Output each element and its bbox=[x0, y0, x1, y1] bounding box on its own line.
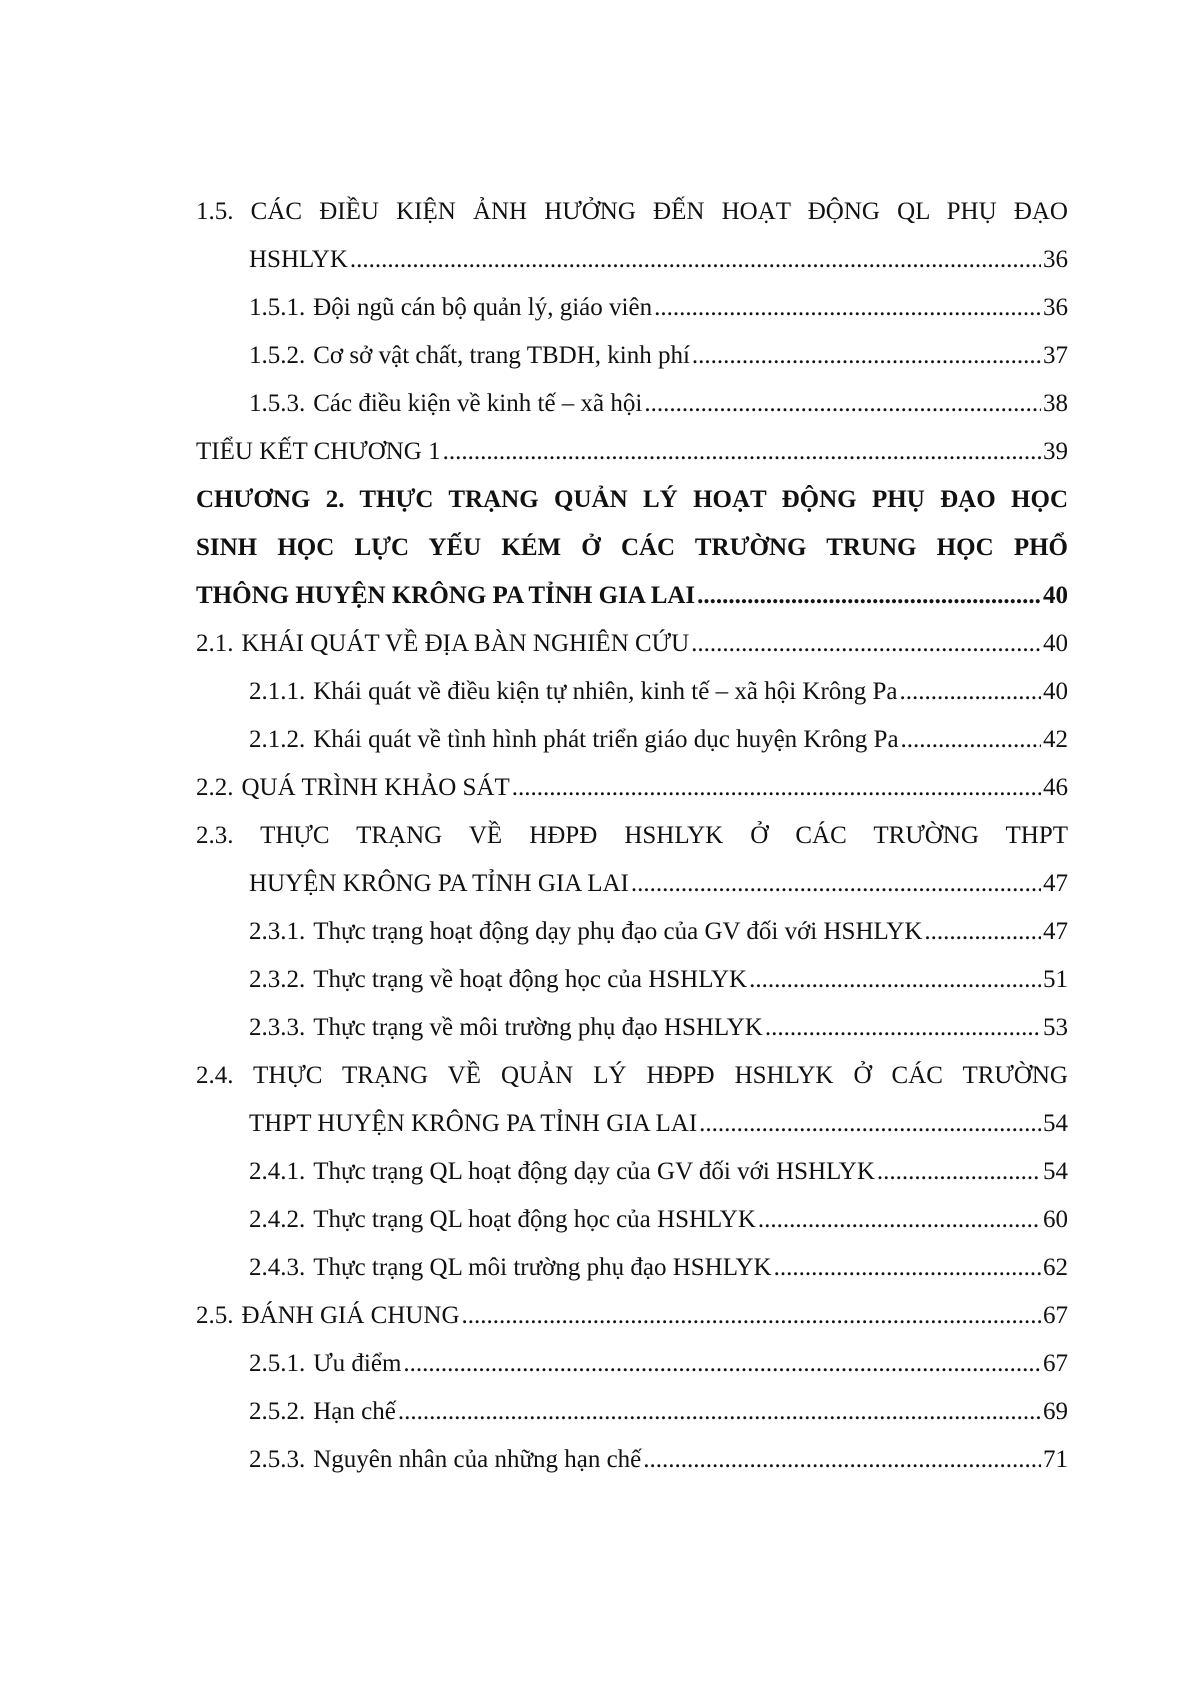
toc-section-number: 1.5.3. bbox=[249, 390, 306, 417]
toc-entry-1-5[interactable] bbox=[196, 236, 1068, 284]
toc-leader-dots bbox=[443, 428, 1041, 476]
toc-leader-dots bbox=[901, 716, 1041, 764]
toc-entry-2-5[interactable] bbox=[196, 1292, 1068, 1340]
toc-section-number: 2.3.2. bbox=[249, 966, 306, 993]
toc-leader-dots bbox=[462, 1292, 1041, 1340]
toc-section-title: Thực trạng QL hoạt động dạy của GV đối với HSHLYK bbox=[313, 1158, 875, 1185]
toc-section-title: ĐÁNH GIÁ CHUNG bbox=[241, 1302, 460, 1329]
toc-leader-dots bbox=[765, 1004, 1041, 1052]
toc-section-title: Khái quát về tình hình phát triển giáo dục huyện Krông Pa bbox=[313, 726, 899, 753]
toc-page-number: 40 bbox=[1043, 582, 1068, 609]
toc-section-number: 2.4.1. bbox=[249, 1158, 306, 1185]
toc-section-title: QUÁ TRÌNH KHẢO SÁT bbox=[241, 774, 510, 801]
toc-section-title: Khái quát về điều kiện tự nhiên, kinh tế – xã hội Krông Pa bbox=[313, 678, 898, 705]
toc-section-number: 2.3.1. bbox=[249, 918, 306, 945]
toc-entry-2-4-2[interactable] bbox=[196, 1196, 1068, 1244]
toc-entry-2-4[interactable] bbox=[196, 1100, 1068, 1148]
toc-page-number: 54 bbox=[1043, 1158, 1068, 1185]
toc-leader-dots bbox=[644, 380, 1041, 428]
toc-page-number: 47 bbox=[1043, 870, 1068, 897]
toc-page-number: 54 bbox=[1043, 1110, 1068, 1137]
toc-entry-chapter-2[interactable] bbox=[196, 572, 1068, 620]
toc-page-number: 36 bbox=[1043, 294, 1068, 321]
toc-leader-dots bbox=[699, 1100, 1041, 1148]
toc-entry-2-1[interactable] bbox=[196, 620, 1068, 668]
toc-leader-dots bbox=[924, 908, 1041, 956]
toc-section-title: Cơ sở vật chất, trang TBDH, kinh phí bbox=[313, 342, 690, 369]
toc-entry-1-5-2[interactable] bbox=[196, 332, 1068, 380]
toc-section-title: Thực trạng về hoạt động học của HSHLYK bbox=[313, 966, 748, 993]
toc-page-number: 37 bbox=[1043, 342, 1068, 369]
toc-heading-1-5-line2: HSHLYK bbox=[249, 246, 348, 273]
toc-chapter-2-line3: THÔNG HUYỆN KRÔNG PA TỈNH GIA LAI bbox=[196, 582, 696, 609]
toc-leader-dots bbox=[877, 1148, 1041, 1196]
toc-leader-dots bbox=[643, 1436, 1041, 1484]
toc-leader-dots bbox=[774, 1244, 1041, 1292]
toc-leader-dots bbox=[654, 284, 1041, 332]
toc-chapter-2-line1: CHƯƠNG 2. THỰC TRẠNG QUẢN LÝ HOẠT ĐỘNG PHỤ ĐẠO HỌC bbox=[196, 486, 1068, 513]
toc-leader-dots bbox=[900, 668, 1041, 716]
toc-entry-2-1-1[interactable] bbox=[196, 668, 1068, 716]
toc-section-title: Ưu điểm bbox=[313, 1350, 402, 1377]
toc-section-number: 2.3.3. bbox=[249, 1014, 306, 1041]
toc-leader-dots bbox=[398, 1388, 1041, 1436]
toc-heading-2-3-line1: 2.3. THỰC TRẠNG VỀ HĐPĐ HSHLYK Ở CÁC TRƯỜNG THPT bbox=[196, 822, 1068, 849]
toc-entry-2-1-2[interactable] bbox=[196, 716, 1068, 764]
toc-section-title: Thực trạng về môi trường phụ đạo HSHLYK bbox=[313, 1014, 763, 1041]
toc-entry-2-3-1[interactable] bbox=[196, 908, 1068, 956]
toc-page-number: 53 bbox=[1043, 1014, 1068, 1041]
toc-section-number: 2.5.2. bbox=[249, 1398, 306, 1425]
toc-entry-2-4-3[interactable] bbox=[196, 1244, 1068, 1292]
toc-section-number: 2.1.2. bbox=[249, 726, 306, 753]
toc-page-number: 60 bbox=[1043, 1206, 1068, 1233]
toc-page-number: 39 bbox=[1043, 438, 1068, 465]
toc-heading-2-4-line2: THPT HUYỆN KRÔNG PA TỈNH GIA LAI bbox=[249, 1110, 698, 1137]
toc-section-title: Hạn chế bbox=[313, 1398, 396, 1425]
toc-page-number: 42 bbox=[1043, 726, 1068, 753]
toc-section-number: 1.5.2. bbox=[249, 342, 306, 369]
toc-page-number: 47 bbox=[1043, 918, 1068, 945]
toc-section-title: Các điều kiện về kinh tế – xã hội bbox=[313, 390, 643, 417]
toc-page-number: 62 bbox=[1043, 1254, 1068, 1281]
toc-chapter-2-line2: SINH HỌC LỰC YẾU KÉM Ở CÁC TRƯỜNG TRUNG HỌC PHỔ bbox=[196, 534, 1068, 561]
toc-page-number: 40 bbox=[1043, 630, 1068, 657]
toc-page-number: 40 bbox=[1043, 678, 1068, 705]
toc-heading-2-3-line2: HUYỆN KRÔNG PA TỈNH GIA LAI bbox=[249, 870, 629, 897]
toc-leader-dots bbox=[403, 1340, 1041, 1388]
toc-section-number: 2.1. bbox=[196, 630, 234, 657]
toc-page-number: 69 bbox=[1043, 1398, 1068, 1425]
toc-entry-2-3[interactable] bbox=[196, 860, 1068, 908]
toc-heading-1-5-line1: 1.5. CÁC ĐIỀU KIỆN ẢNH HƯỞNG ĐẾN HOẠT ĐỘNG QL PHỤ ĐẠO bbox=[196, 198, 1068, 225]
toc-section-title: Đội ngũ cán bộ quản lý, giáo viên bbox=[313, 294, 653, 321]
toc-leader-dots bbox=[512, 764, 1041, 812]
toc-page-number: 67 bbox=[1043, 1302, 1068, 1329]
toc-section-title: KHÁI QUÁT VỀ ĐỊA BÀN NGHIÊN CỨU bbox=[241, 630, 690, 657]
toc-page-number: 38 bbox=[1043, 390, 1068, 417]
toc-section-title: Thực trạng QL môi trường phụ đạo HSHLYK bbox=[313, 1254, 772, 1281]
toc-section-number: 2.4.3. bbox=[249, 1254, 306, 1281]
toc-page-number: 51 bbox=[1043, 966, 1068, 993]
toc-section-title: Thực trạng hoạt động dạy phụ đạo của GV đối với HSHLYK bbox=[313, 918, 923, 945]
toc-heading-2-4-line1: 2.4. THỰC TRẠNG VỀ QUẢN LÝ HĐPĐ HSHLYK Ở CÁC TRƯỜNG bbox=[196, 1062, 1068, 1089]
toc-page-number: 46 bbox=[1043, 774, 1068, 801]
toc-leader-dots bbox=[691, 620, 1041, 668]
table-of-contents bbox=[196, 188, 1068, 1484]
toc-section-number: 1.5.1. bbox=[249, 294, 306, 321]
toc-entry-2-5-1[interactable] bbox=[196, 1340, 1068, 1388]
toc-entry-2-3-2[interactable] bbox=[196, 956, 1068, 1004]
toc-section-number: 2.5.3. bbox=[249, 1446, 306, 1473]
toc-entry-2-3-3[interactable] bbox=[196, 1004, 1068, 1052]
toc-leader-dots bbox=[350, 236, 1041, 284]
toc-section-number: 2.2. bbox=[196, 774, 234, 801]
toc-leader-dots bbox=[697, 572, 1041, 620]
toc-entry-2-4-1[interactable] bbox=[196, 1148, 1068, 1196]
toc-page-number: 67 bbox=[1043, 1350, 1068, 1377]
toc-leader-dots bbox=[631, 860, 1041, 908]
toc-entry-2-5-3[interactable] bbox=[196, 1436, 1068, 1484]
toc-leader-dots bbox=[749, 956, 1041, 1004]
toc-entry-1-5-3[interactable] bbox=[196, 380, 1068, 428]
toc-leader-dots bbox=[692, 332, 1041, 380]
toc-section-title: Nguyên nhân của những hạn chế bbox=[313, 1446, 642, 1473]
toc-entry-summary-1[interactable] bbox=[196, 428, 1068, 476]
toc-section-number: 2.1.1. bbox=[249, 678, 306, 705]
toc-section-title: TIỂU KẾT CHƯƠNG 1 bbox=[196, 438, 441, 465]
toc-section-number: 2.5. bbox=[196, 1302, 234, 1329]
toc-leader-dots bbox=[758, 1196, 1041, 1244]
toc-section-number: 2.4.2. bbox=[249, 1206, 306, 1233]
toc-page-number: 71 bbox=[1043, 1446, 1068, 1473]
toc-section-number: 2.5.1. bbox=[249, 1350, 306, 1377]
toc-entry-1-5-1[interactable] bbox=[196, 284, 1068, 332]
toc-entry-2-5-2[interactable] bbox=[196, 1388, 1068, 1436]
toc-entry-2-2[interactable] bbox=[196, 764, 1068, 812]
toc-section-title: Thực trạng QL hoạt động học của HSHLYK bbox=[313, 1206, 756, 1233]
toc-page-number: 36 bbox=[1043, 246, 1068, 273]
